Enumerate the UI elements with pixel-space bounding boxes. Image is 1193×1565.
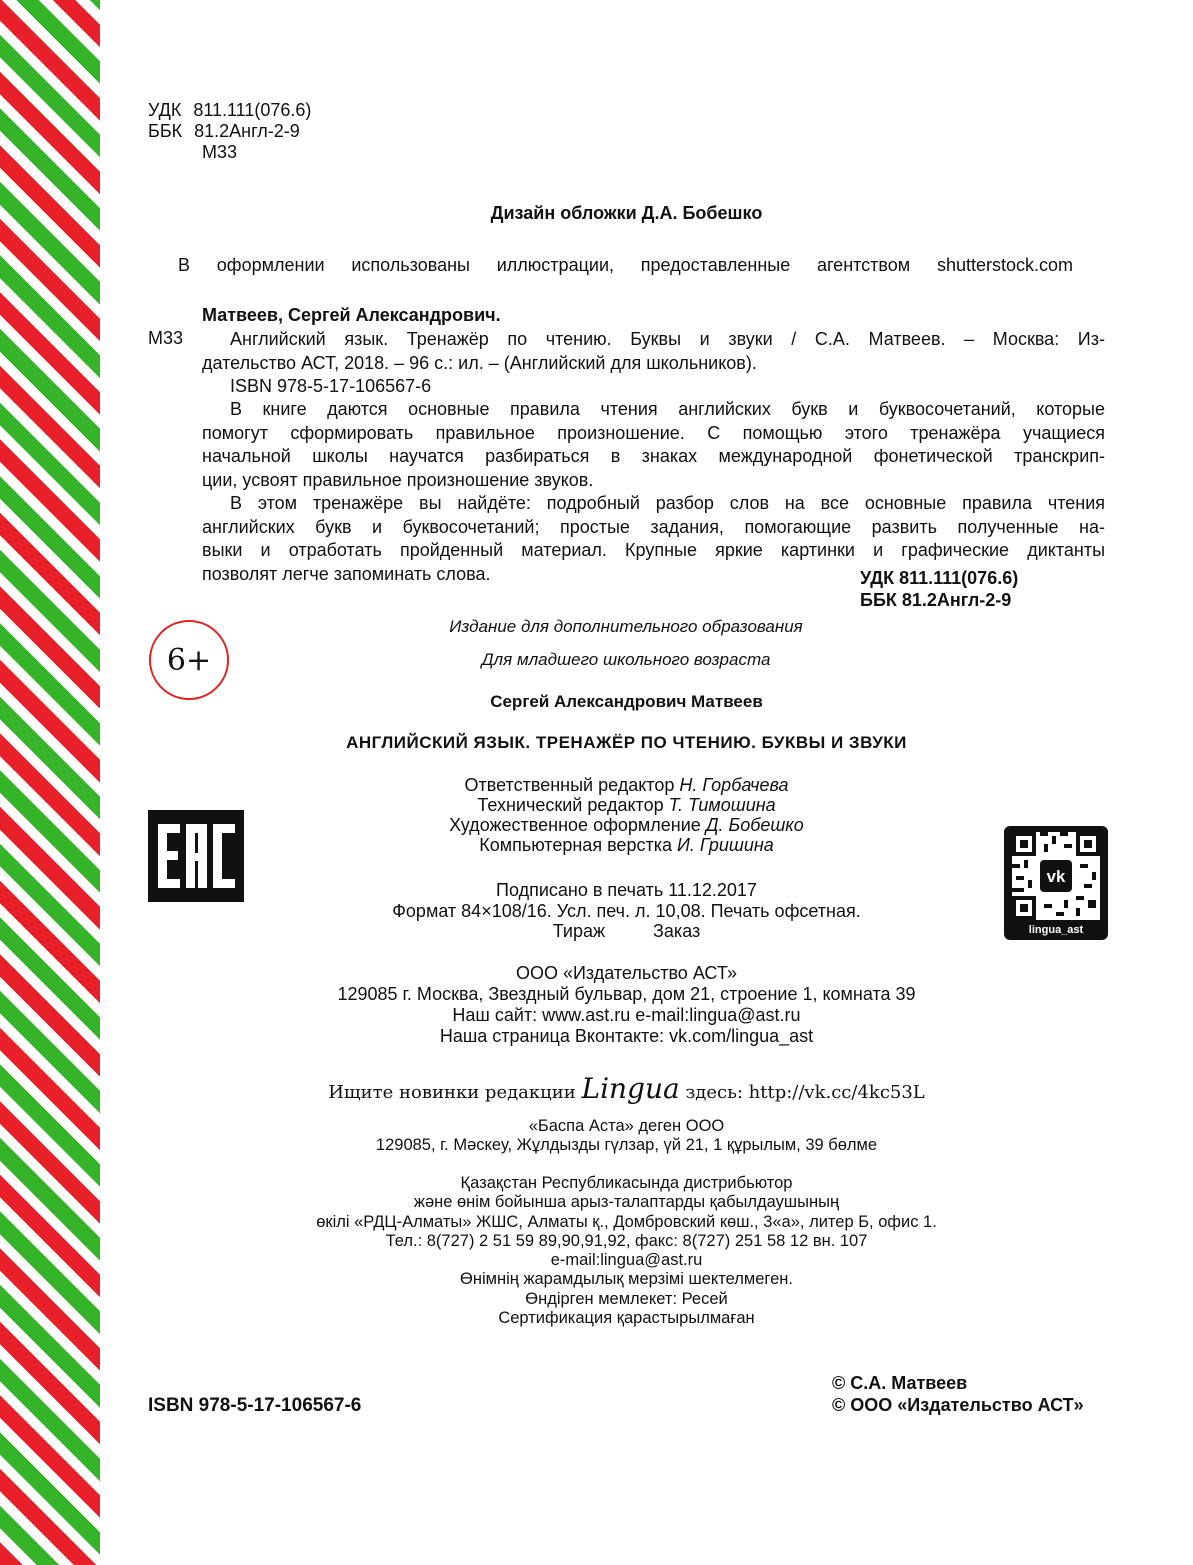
print-run-label: Тираж (552, 921, 606, 941)
copyright-block (832, 1372, 1084, 1416)
abstract-line: В книге даются основные правила чтения английских букв и буквосочетаний, которые (230, 399, 1105, 419)
kz-distributor-block (250, 1174, 1003, 1328)
credit-role: Технический редактор (477, 795, 664, 815)
credit-line (300, 835, 953, 855)
abstract-paragraph-1 (202, 398, 1105, 492)
publisher-block (200, 963, 1053, 1047)
bbk-bold: ББК 81.2Англ-2-9 (860, 590, 1012, 610)
print-format: Формат 84×108/16. Усл. печ. л. 10,08. Печать офсетная. (392, 900, 861, 921)
kz-dist-line: Өндірген мемлекет: Ресей (525, 1289, 728, 1308)
credit-role: Компьютерная верстка (479, 835, 672, 855)
print-info (300, 880, 953, 942)
publisher-site: Наш сайт: www.ast.ru e-mail:lingua@ast.ru (452, 1005, 801, 1025)
cover-design-credit: Дизайн обложки Д.А. Бобешко (490, 203, 763, 223)
kz-dist-line: және өнім бойынша арыз-талаптарды қабылдаушының (413, 1193, 840, 1212)
udk-bold: УДК 811.111(076.6) (860, 568, 1019, 588)
bib-line: дательство АСТ, 2018. – 96 с.: ил. – (Английский для школьников). (202, 352, 757, 373)
abstract-line: начальной школы научатся разбираться в знаках международной фонетической транскрип- (202, 446, 1105, 466)
kz-dist-line: e-mail:lingua@ast.ru (550, 1251, 703, 1270)
publisher-vk: Наша страница Вконтакте: vk.com/lingua_ast (439, 1026, 814, 1046)
credit-role: Ответственный редактор (464, 775, 675, 795)
promo-text-after: здесь: http://vk.cc/4kc53L (685, 1082, 925, 1103)
bib-isbn: ISBN 978-5-17-106567-6 (230, 376, 432, 396)
bbk-label: ББК (148, 121, 183, 141)
bbk-value: 81.2Англ-2-9 (194, 121, 300, 141)
kz-dist-line: Қазақстан Республикасында дистрибьютор (460, 1174, 793, 1192)
classification-bold (860, 567, 1102, 611)
credit-role: Художественное оформление (449, 815, 701, 835)
credit-name: Н. Горбачева (679, 775, 789, 795)
eac-conformity-mark (148, 810, 244, 902)
kz-publisher-block (250, 1117, 1003, 1155)
kz-line: 129085, г. Мәскеу, Жұлдызды гүлзар, үй 21, 1 құрылым, 39 бөлме (375, 1136, 878, 1154)
age-rating-badge: 6+ (149, 620, 229, 700)
credits-block (300, 775, 953, 855)
credit-line (300, 795, 953, 815)
age-note: Для младшего школьного возраста (481, 650, 771, 669)
illustrations-note: В оформлении использованы иллюстрации, предоставленные агентством shutterstock.com (178, 255, 1073, 275)
svg-text:vk: vk (1046, 867, 1066, 886)
edition-note: Издание для дополнительного образования (449, 617, 803, 636)
udk-label: УДК (148, 100, 182, 120)
abstract-line: помогут сформировать правильное произношение. С помощью этого тренажёра учащиеся (202, 422, 1105, 443)
run-order-line (300, 921, 953, 942)
abstract-line: выки и отработать пройденный материал. Крупные яркие картинки и графические диктанты (202, 540, 1105, 560)
author-mark: М33 (202, 142, 238, 162)
credit-line (300, 775, 953, 795)
kz-dist-line: Сертификация қарастырылмаған (498, 1309, 755, 1328)
decorative-stripe-border (0, 0, 100, 1565)
abstract-line: английских букв и буквосочетаний; простые задания, помогающие развить полученные на- (202, 516, 1105, 537)
kz-dist-line: Өнімнің жарамдылық мерзімі шектелмеген. (460, 1270, 793, 1289)
abstract-line: позволят легче запоминать слова. (202, 563, 491, 584)
bib-author-mark: М33 (148, 328, 184, 348)
bib-line: Английский язык. Тренажёр по чтению. Буквы и звуки / С.А. Матвеев. – Москва: Из- (230, 329, 1105, 349)
lingua-logo: Lingua (581, 1072, 680, 1105)
bib-heading: Матвеев, Сергей Александрович. (202, 305, 501, 325)
author-full-name: Сергей Александрович Матвеев (490, 692, 763, 711)
kz-dist-line: Тел.: 8(727) 2 51 59 89,90,91,92, факс: 8(727) 251 58 12 вн. 107 (385, 1231, 868, 1250)
footer-isbn: ISBN 978-5-17-106567-6 (148, 1395, 362, 1416)
copyright-publisher: © ООО «Издательство АСТ» (832, 1395, 1084, 1415)
eac-logo-icon (148, 810, 244, 902)
kz-line: «Баспа Аста» деген ООО (528, 1117, 725, 1135)
udk-value: 811.111(076.6) (193, 100, 312, 120)
credit-name: Д. Бобешко (705, 815, 804, 835)
bib-record (202, 328, 1105, 399)
qr-label: lingua_ast (1028, 924, 1084, 936)
abstract-line: В этом тренажёре вы найдёте: подробный разбор слов на все основные правила чтения (230, 493, 1105, 513)
vk-qr-code (1004, 826, 1108, 940)
promo-line (200, 1072, 1053, 1105)
copyright-author: © С.А. Матвеев (832, 1373, 968, 1393)
credit-line (300, 815, 953, 835)
signed-date: Подписано в печать 11.12.2017 (496, 880, 757, 900)
abstract-line: ции, усвоят правильное произношение звуков. (202, 469, 594, 490)
credit-name: Т. Тимошина (668, 795, 776, 815)
publisher-address: 129085 г. Москва, Звездный бульвар, дом 21, строение 1, комната 39 (337, 984, 916, 1004)
publisher-name: ООО «Издательство АСТ» (515, 963, 738, 983)
book-title: АНГЛИЙСКИЙ ЯЗЫК. ТРЕНАЖЁР ПО ЧТЕНИЮ. БУКВЫ И ЗВУКИ (346, 733, 907, 752)
promo-text-before: Ищите новинки редакции (328, 1082, 576, 1103)
credit-name: И. Гришина (677, 835, 774, 855)
qr-code-icon (1012, 832, 1100, 920)
order-label: Заказ (653, 921, 701, 941)
classification-block (148, 100, 311, 163)
kz-dist-line: өкілі «РДЦ-Алматы» ЖШС, Алматы қ., Домбровский көш., 3«а», литер Б, офис 1. (316, 1212, 937, 1231)
